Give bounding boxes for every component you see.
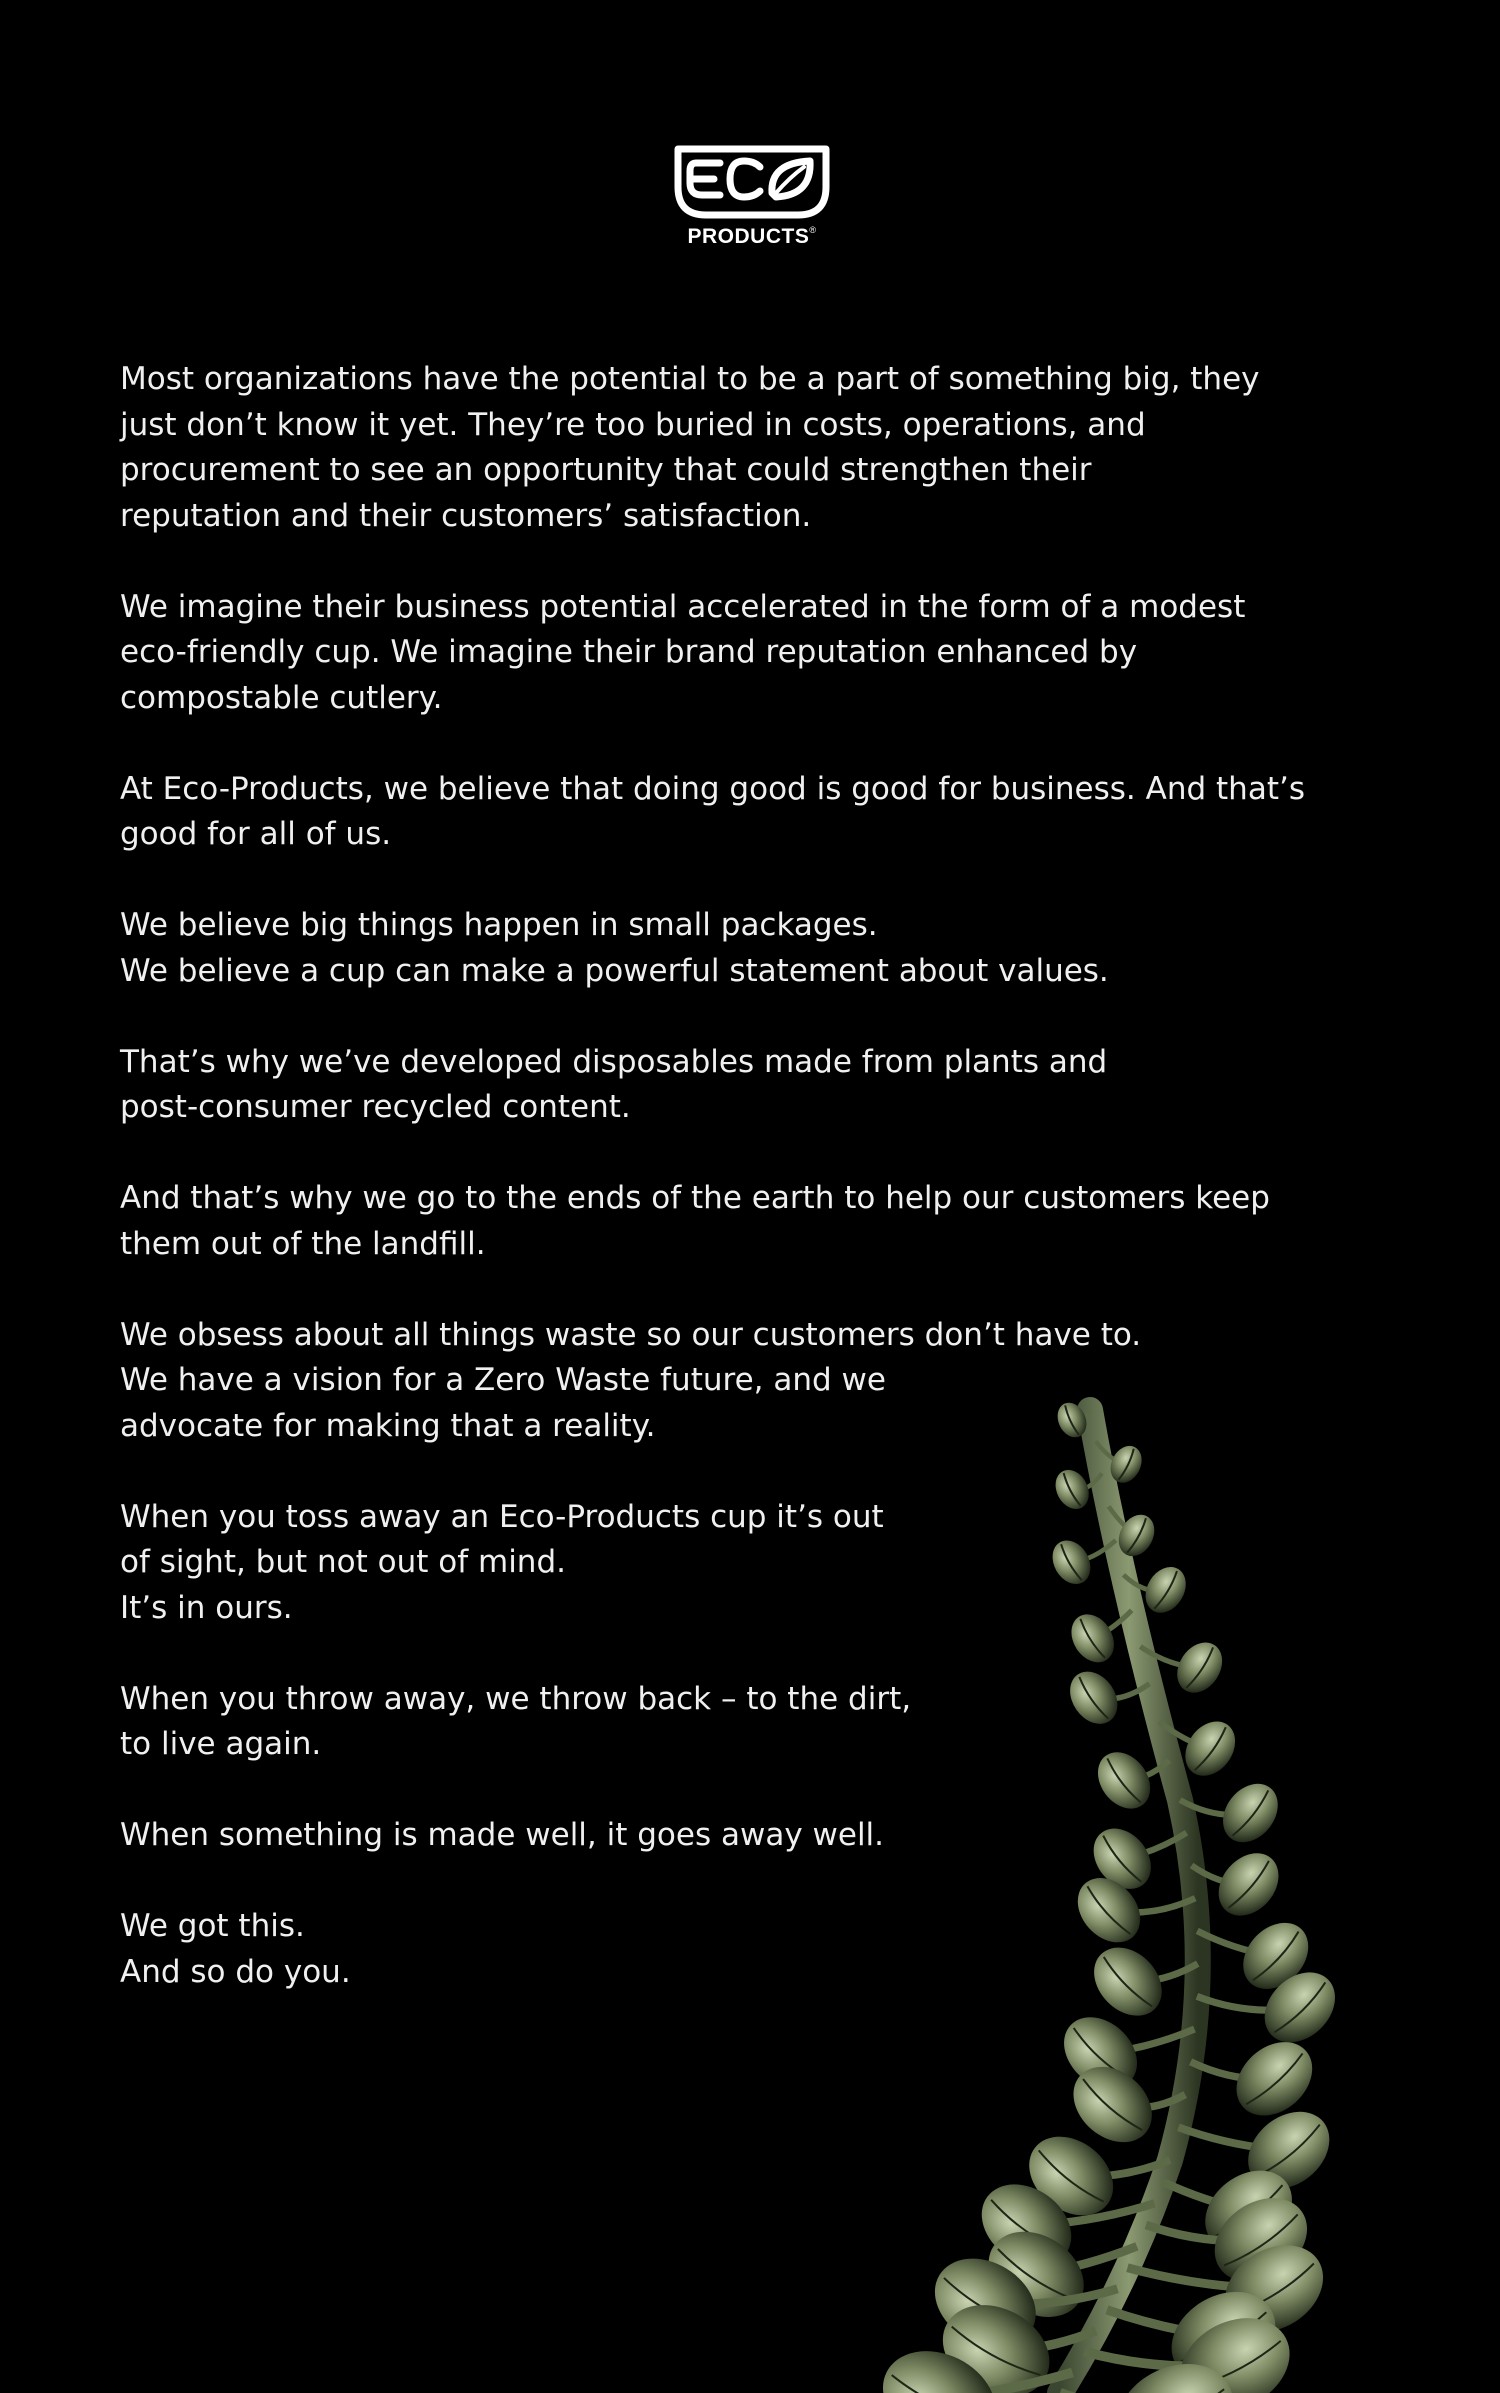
eco-logo-mark	[672, 143, 832, 223]
paragraph	[120, 357, 1400, 539]
paragraph	[120, 585, 1400, 722]
paragraph	[120, 903, 1400, 994]
paragraph-line: We have a vision for a Zero Waste future, and we	[120, 1362, 886, 1398]
paragraph-line: of sight, but not out of mind.	[120, 1544, 566, 1580]
paragraph-line: When something is made well, it goes away well.	[120, 1817, 885, 1853]
paragraph	[120, 1040, 1400, 1131]
paragraph-line: Most organizations have the potential to be a part of something big, they	[120, 361, 1260, 397]
paragraph-line: post-consumer recycled content.	[120, 1089, 631, 1125]
paragraph-line: procurement to see an opportunity that could strengthen their	[120, 452, 1092, 488]
paragraph-line: And that’s why we go to the ends of the earth to help our customers keep	[120, 1180, 1270, 1216]
paragraph	[120, 1176, 1400, 1267]
paragraph-line: them out of the landfill.	[120, 1225, 486, 1262]
paragraph-line: We believe big things happen in small packages.	[120, 907, 878, 943]
paragraph-line: When you throw away, we throw back – to the dirt,	[120, 1680, 912, 1717]
paragraph-line: good for all of us.	[120, 816, 392, 852]
paragraph-line: just don’t know it yet. They’re too buried in costs, operations, and	[120, 406, 1146, 443]
foxglove-plant-illustration	[700, 1380, 1400, 2393]
paragraph-line: At Eco-Products, we believe that doing good is good for business. And that’s	[120, 770, 1305, 807]
paragraph-line: We got this.	[120, 1908, 305, 1944]
paragraph-line: When you toss away an Eco-Products cup it’s out	[120, 1498, 884, 1535]
paragraph-line: compostable cutlery.	[120, 679, 443, 716]
flower-bud	[1081, 1934, 1198, 2029]
paragraph-line: to live again.	[120, 1726, 322, 1762]
paragraph-line: We obsess about all things waste so our customers don’t have to.	[120, 1316, 1142, 1353]
paragraph-line: That’s why we’ve developed disposables made from plants and	[120, 1043, 1108, 1080]
logo-wordmark: PRODUCTS®	[687, 225, 817, 248]
paragraph-line: We imagine their business potential accelerated in the form of a modest	[120, 588, 1246, 625]
paragraph-line: advocate for making that a reality.	[120, 1407, 656, 1444]
paragraph-line: reputation and their customers’ satisfaction.	[120, 497, 812, 534]
paragraph-line: And so do you.	[120, 1953, 351, 1990]
paragraph-line: We believe a cup can make a powerful statement about values.	[120, 952, 1109, 989]
paragraph	[120, 767, 1400, 858]
paragraph-line: eco-friendly cup. We imagine their brand reputation enhanced by	[120, 634, 1138, 670]
eco-products-logo	[672, 143, 832, 253]
paragraph-line: It’s in ours.	[120, 1589, 293, 1626]
